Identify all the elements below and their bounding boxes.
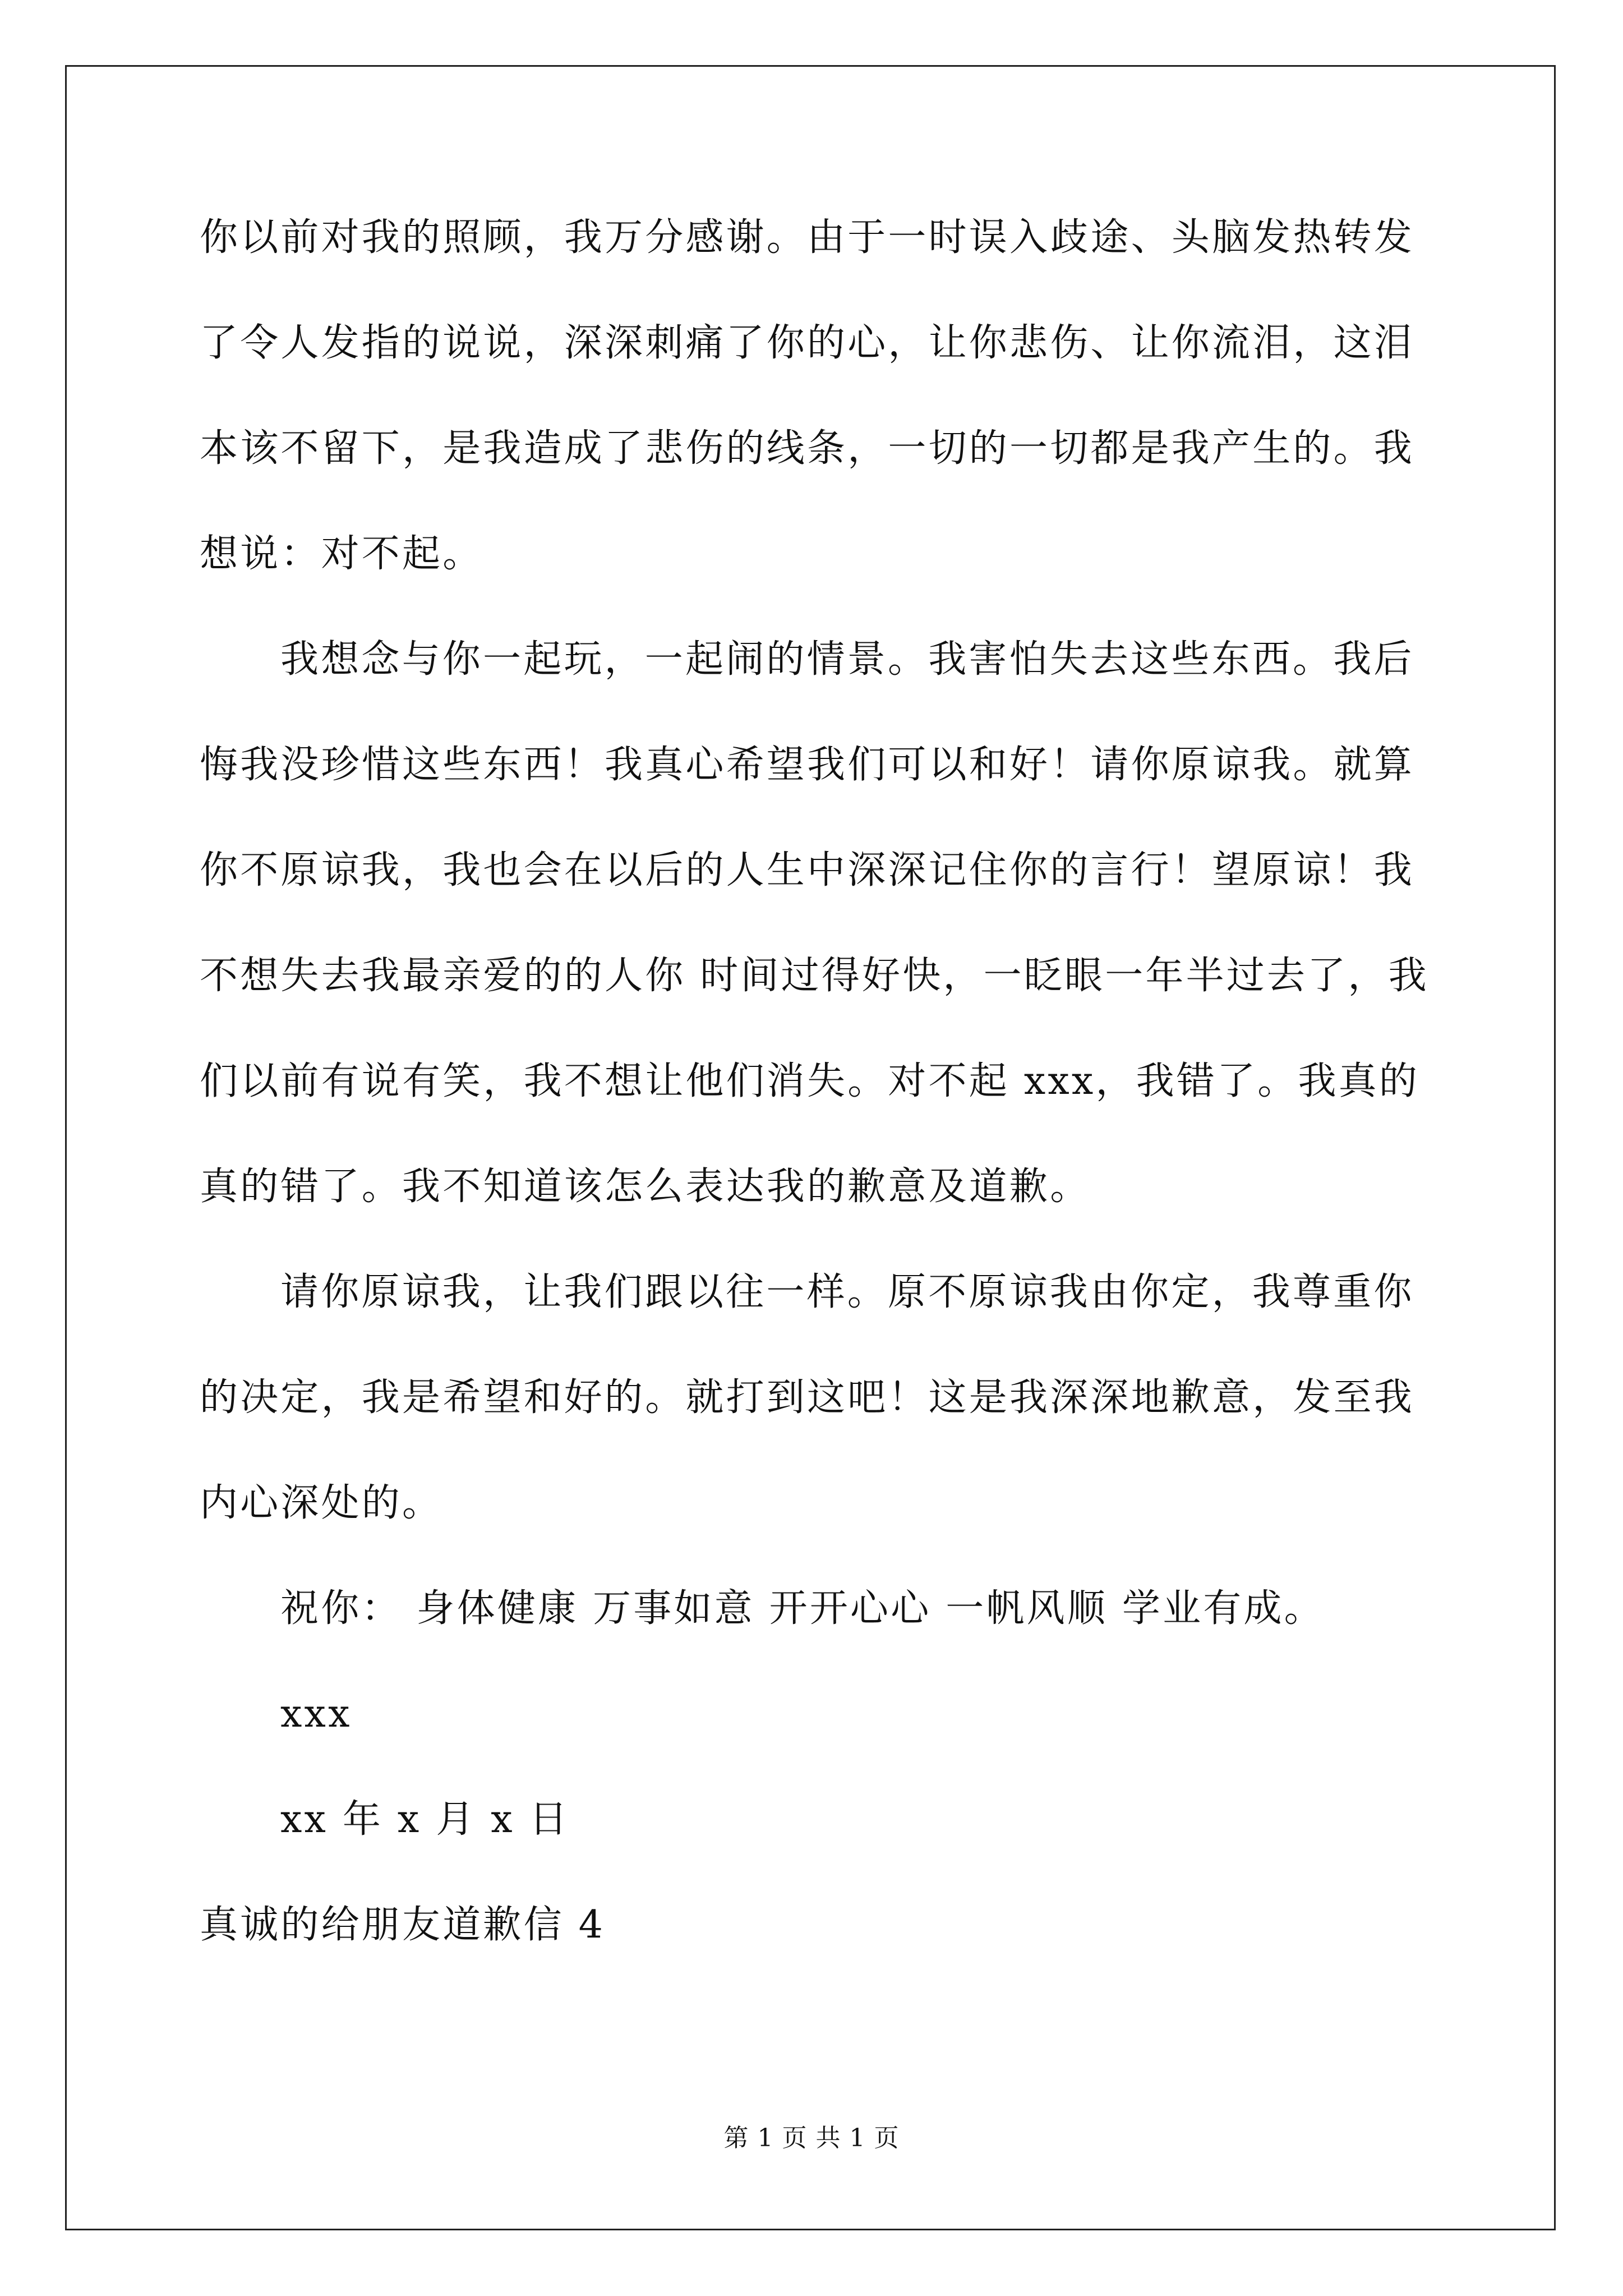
paragraph-line: 不想失去我最亲爱的的人你 时间过得好快，一眨眼一年半过去了，我	[200, 954, 1429, 998]
closing-wishes: 祝你： 身体健康 万事如意 开开心心 一帆风顺 学业有成。	[280, 1586, 1325, 1631]
paragraph-line: 你以前对我的照顾，我万分感谢。由于一时误入歧途、头脑发热转发	[200, 215, 1415, 260]
section-title: 真诚的给朋友道歉信 4	[200, 1903, 606, 1947]
paragraph-line: 本该不留下，是我造成了悲伤的线条，一切的一切都是我产生的。我	[200, 426, 1415, 471]
paragraph-line: 我想念与你一起玩，一起闹的情景。我害怕失去这些东西。我后	[280, 637, 1414, 682]
signature: xxx	[280, 1692, 352, 1736]
paragraph-line: 你不原谅我，我也会在以后的人生中深深记住你的言行！望原谅！我	[200, 848, 1415, 892]
paragraph-line: 了令人发指的说说，深深刺痛了你的心，让你悲伤、让你流泪，这泪	[200, 321, 1415, 365]
date-line: xx 年 x 月 x 日	[280, 1797, 570, 1842]
paragraph-line: 真的错了。我不知道该怎么表达我的歉意及道歉。	[200, 1165, 1091, 1209]
page-footer: 第 1 页 共 1 页	[723, 2124, 900, 2152]
letter-body	[200, 215, 1429, 1947]
paragraph-line: 请你原谅我，让我们跟以往一样。原不原谅我由你定，我尊重你	[280, 1270, 1414, 1314]
paragraph-line: 内心深处的。	[200, 1481, 443, 1525]
paragraph-line: 想说：对不起。	[200, 532, 483, 576]
paragraph-line: 们以前有说有笑，我不想让他们消失。对不起 xxx，我错了。我真的	[200, 1059, 1420, 1103]
paragraph-line: 悔我没珍惜这些东西！我真心希望我们可以和好！请你原谅我。就算	[200, 743, 1415, 787]
paragraph-line: 的决定，我是希望和好的。就打到这吧！这是我深深地歉意，发至我	[200, 1375, 1415, 1420]
